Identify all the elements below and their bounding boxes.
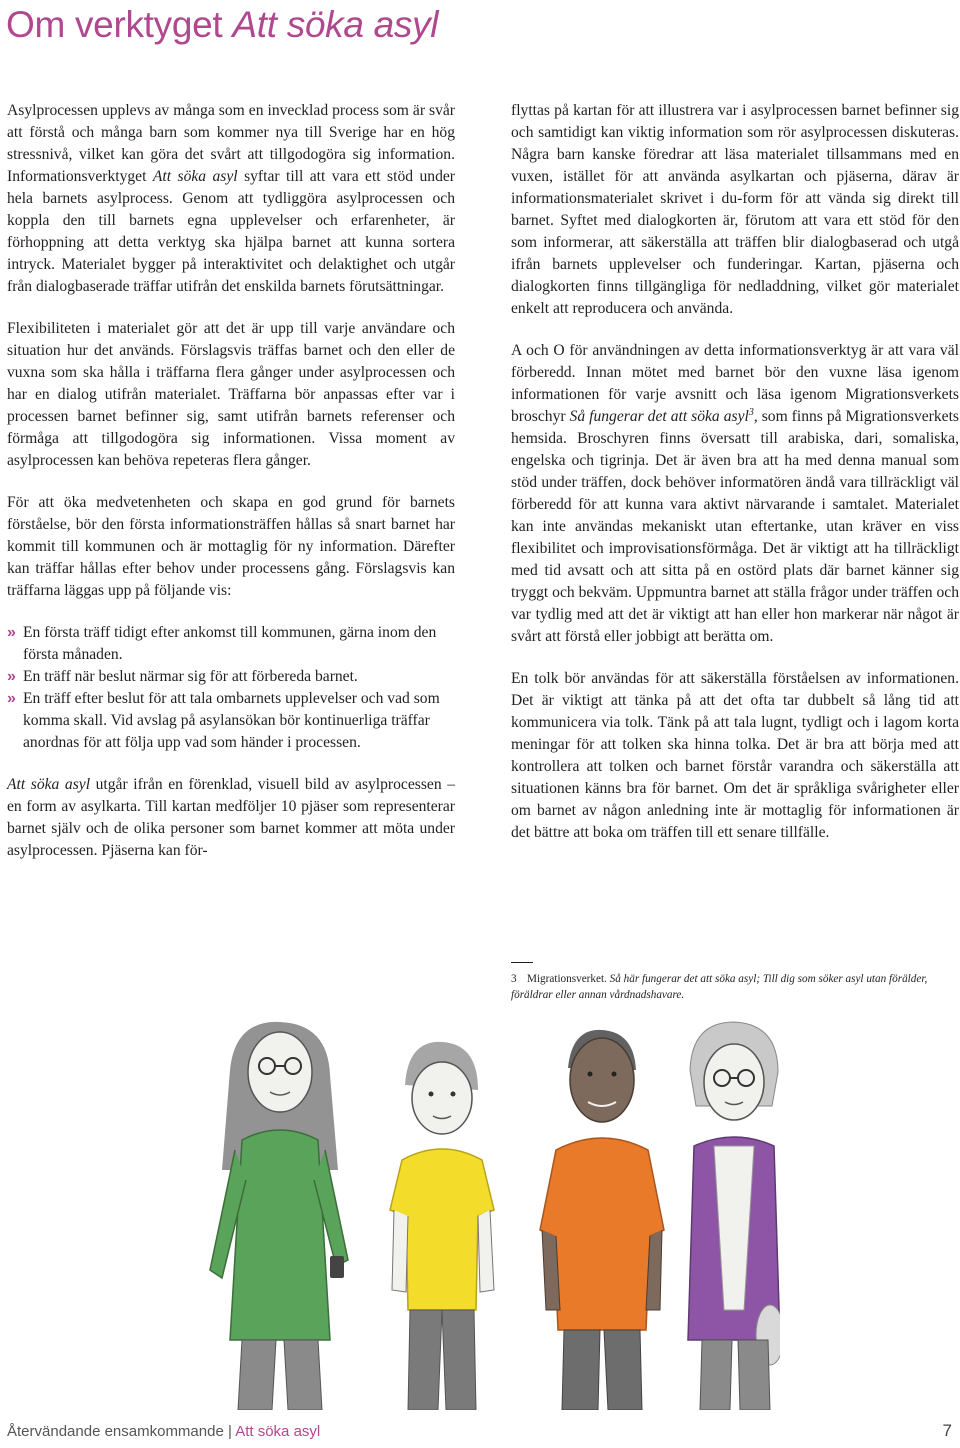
paragraph-intro: Asylprocessen upplevs av många som en invecklad process som är svår att förstå och många barn som kommer nya till Sverige har en hög stressnivå, vilket kan göra det svårt att tillgodogöra sig information. Informationsverktyget Att söka asyl syftar till att vara ett stöd under hela barnets asylprocess. Genom att tydliggöra asylprocessen och koppla den till barnets egna upplevelser och erfarenheter, är förhoppning att detta verktyg ska hjälpa barnet att kunna sortera intryck. Materialet bygger på interaktivitet och delaktighet och utgår från dialogbaserade träffar utifrån det enskilda barnets förutsättningar. [7,102,455,295]
chevron-bullet-icon: » [7,624,16,641]
paragraph-pieces: flyttas på kartan för att illustrera var i asylprocessen barnet befinner sig och samtidigt kan viktig information som rör asylprocessen diskuteras. Några barn kanske föredrar att läsa materialet tillsammans med en vuxen, istället för att använda asylkartan och pjäserna, därav är informationsmaterialet skrivet i du-form för att vända sig direkt till barnet. Syftet med dialogkorten är, förutom att vara ett stöd för den som informerar, att säkerställa att träffen blir dialogbaserad och utgå ifrån barnets upplevelser och funderingar. Kartan, pjäserna och dialogkorten finns tillgängliga för nedladdning, vilket gör materialet enkelt att reproducera och använda. [511,102,959,317]
chevron-bullet-icon: » [7,668,16,685]
person-older-woman [688,1022,780,1410]
paragraph-flexibility: Flexibiliteten i materialet gör att det är upp till varje användare och situation hur det används. Förslagsvis träffas barnet och den eller de vuxna som ska hålla i träffarna flera gånger under asylprocessen och har en dialog utifrån materialet. Träffarna bör anpassas efter var i processen barnet befinner sig, samt utifrån barnets referenser och förmåga att tillgodogöra sig informationen. Vissa moment av asylprocessen kan behöva repeteras flera gånger. [7,320,455,469]
meeting-list [7,622,455,754]
paragraph-first-meeting: För att öka medvetenheten och skapa en god grund för barnets förståelse, bör den första informationsträffen hållas så snart barnet har kommit till kommunen och är mottaglig för ny information. Därefter kan träffar hållas efter behov under processens gång. Förslagsvis kan träffarna läggas upp på följande vis: [7,494,455,599]
footnote-divider [511,962,533,963]
left-column [7,100,455,862]
people-illustration [180,1010,780,1410]
page-title-italic: Att söka asyl [232,4,439,45]
footnote-number: 3 [511,973,517,985]
person-girl-with-glasses [210,1022,348,1410]
person-man [540,1030,664,1410]
chevron-bullet-icon: » [7,690,16,707]
paragraph-preparation: A och O för användningen av detta informationsverktyg är att vara väl förberedd. Innan mötet med barnet bör den vuxne läsa igenom informationen för varje avsnitt och läsa igenom Migrationsverkets broschyr Så fungerar det att söka asyl$^3$, som finns på Migrationsverkets hemsida. Broschyren finns översatt till arabiska, dari, somaliska, engelska och tigrinja. Det är även bra att ha med denna manual som stöd under träffen, dock behöver informatören ändå vara tillräckligt väl förberedd för att kunna vara aktivt närvarande i samtalet. Materialet kan inte användas mekaniskt utan eftertanke, utan kräver en viss flexibilitet och improvisationsförmåga. Det är viktigt att ha tillräckligt med tid avsatt och att sitta på en ostörd plats där barnet känner sig tryggt och bekväm. Uppmuntra barnet att ställa frågor under träffen och var tydlig med att det är viktigt att han eller hon markerar när något är svårt att förstå eller jobbigt att berätta om. [511,342,959,645]
paragraph-interpreter: En tolk bör användas för att säkerställa förståelsen av informationen. Det är viktigt att tänka på att det ofta tar dubbelt så lång tid att kommunicera via tolk. Tänk på att tala lugnt, tydligt och i lagom korta meningar för att tolken ska hinna tolka. Det är bra att börja med att kontrollera att tolken och barnet förstår varandra och säkerställa att situationen känns bra för barnet. Om det är språkliga svårigheter eller om barnet av någon anledning inte är mottaglig för informationen är det bättre att boka om träffen till ett senare tillfälle. [511,670,959,841]
paragraph-asylum-map: Att söka asyl utgår ifrån en förenklad, visuell bild av asylprocessen – en form av asylkarta. Till kartan medföljer 10 pjäser som representerar barnet själv och de olika personer som barnet kommer att möta under asylprocessen. Pjäserna kan för- [7,776,455,859]
person-boy [390,1042,494,1410]
list-item: » En träff när beslut närmar sig för att förbereda barnet. [7,666,455,688]
page-title: Om verktyget Att söka asyl [6,4,439,45]
page-number: 7 [942,1421,952,1440]
list-item: » En första träff tidigt efter ankomst till kommunen, gärna inom den första månaden. [7,624,437,663]
list-item: » En träff efter beslut för att tala ombarnets upplevelser och vad som komma skall. Vid avslag på asylansökan bör kontinuerliga träffar anordnas för att följa upp vad som händer i processen. [7,690,440,751]
footnote-reference: 3 [748,406,754,418]
footer-highlight: Att söka asyl [235,1423,321,1440]
right-column [511,100,959,864]
footnote: 3 Migrationsverket. Så här fungerar det att söka asyl; Till dig som söker asyl utan förälder, föräldrar eller annan vårdnadshavare. [511,973,928,1001]
page-footer: Återvändande ensamkommande | Att söka asyl [7,1423,321,1440]
